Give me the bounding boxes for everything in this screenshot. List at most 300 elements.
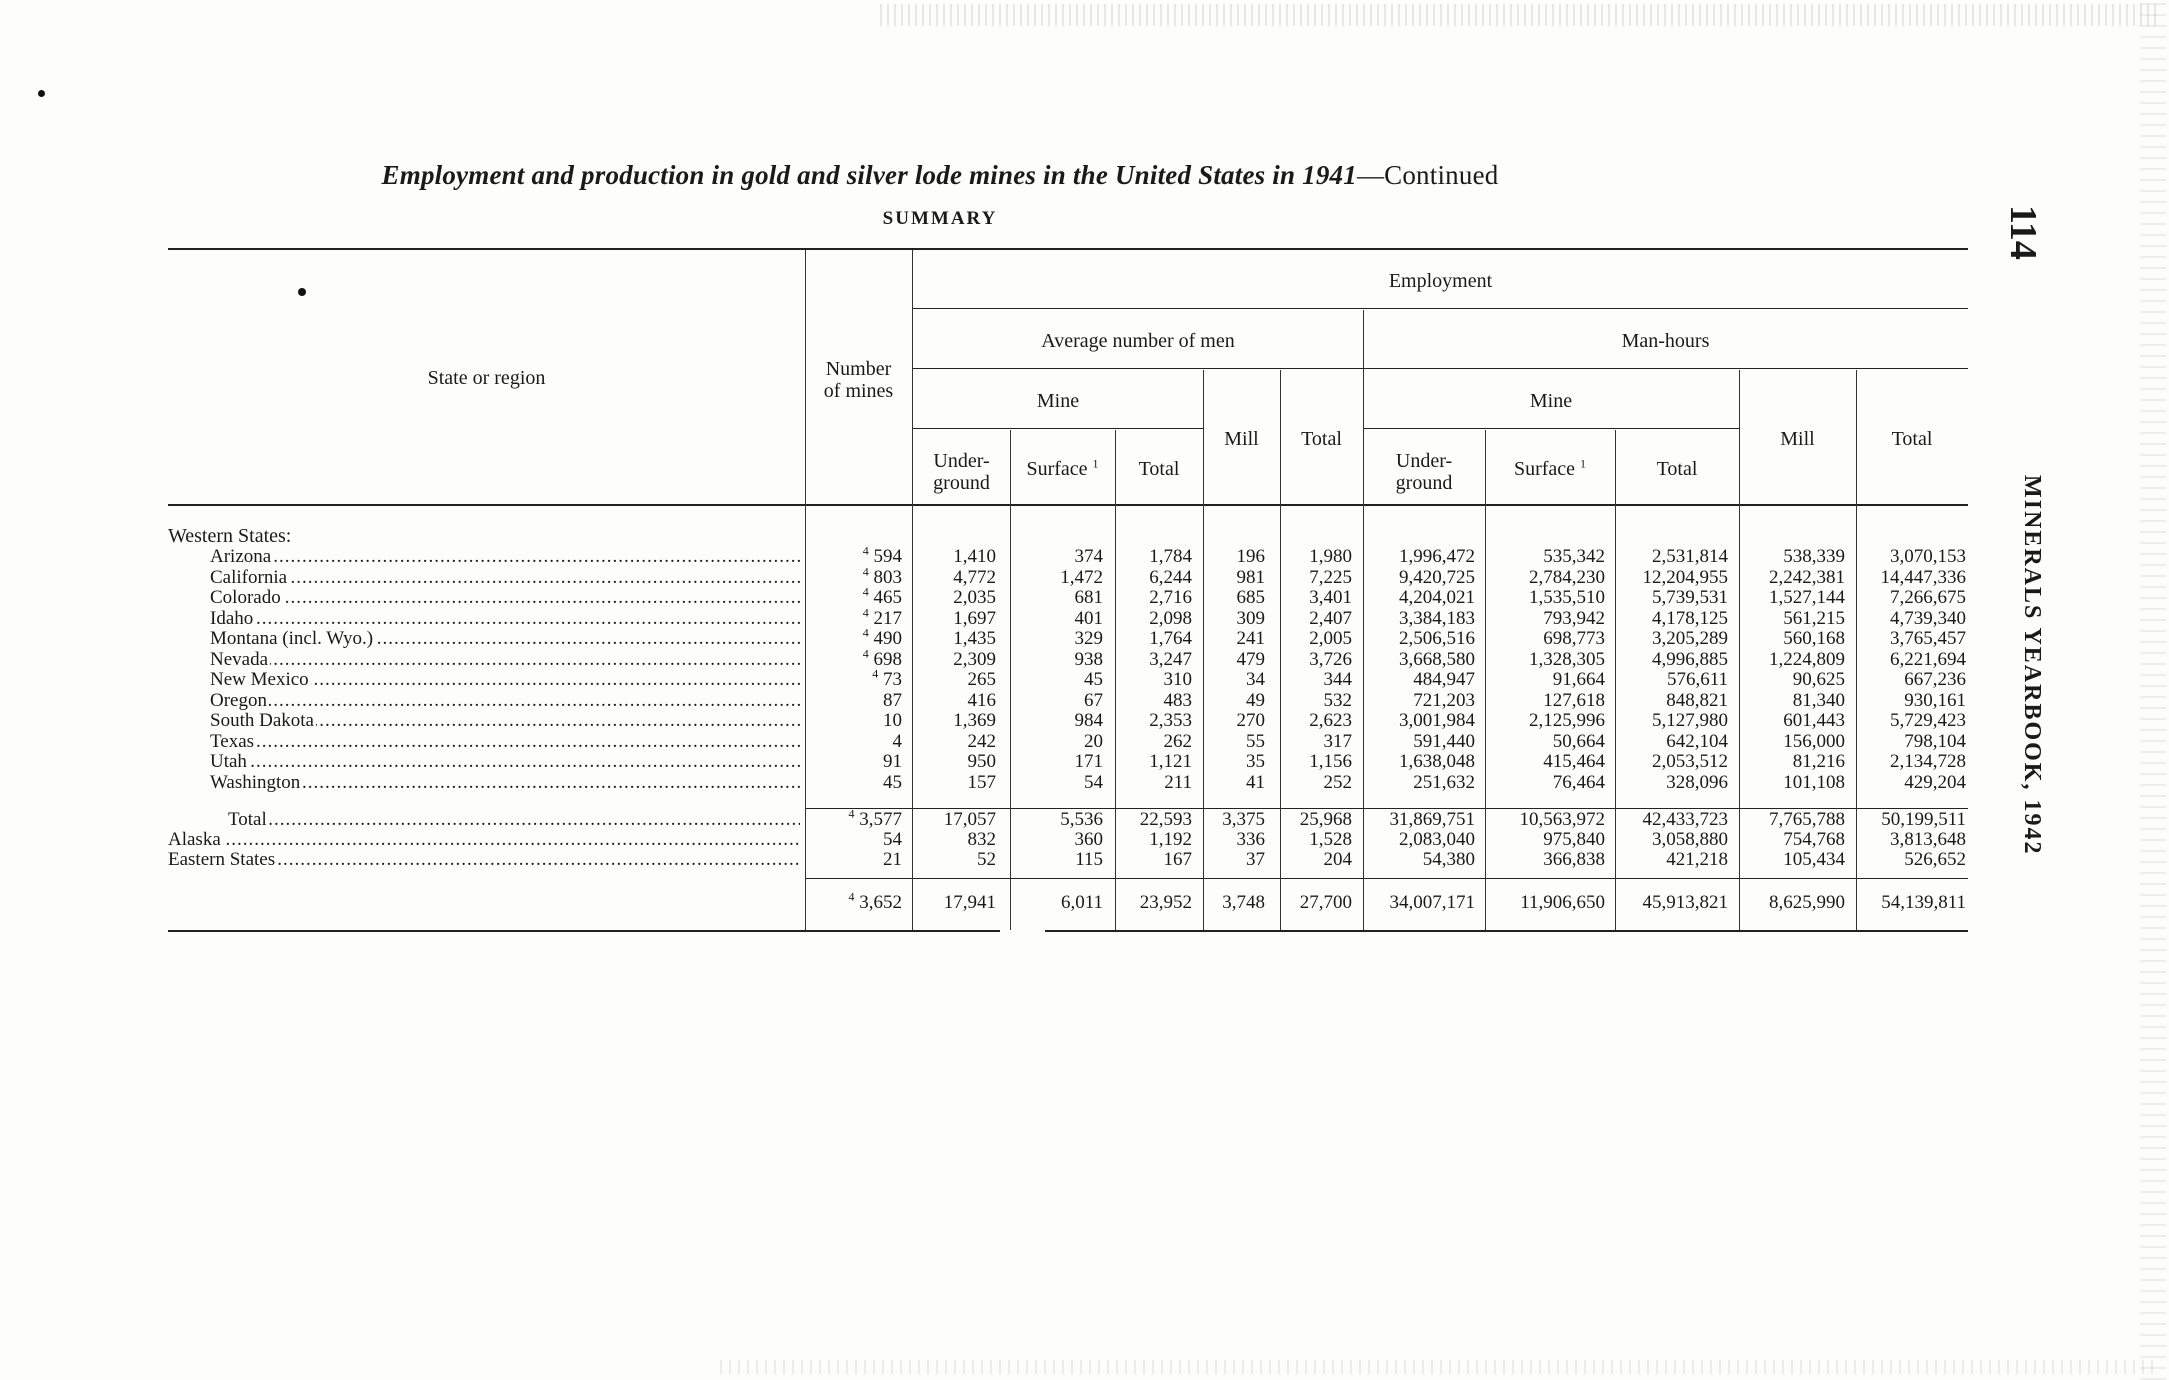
cell-value: 490 (873, 628, 902, 649)
cell-ug (968, 670, 997, 690)
cell-mill (1237, 547, 1266, 567)
cell-ug (953, 711, 996, 731)
cell-value: 101,108 (1783, 771, 1845, 793)
table-row (0, 889, 2169, 913)
cell-value: 2,053,512 (1652, 751, 1728, 772)
cell-value: 2,353 (1149, 710, 1192, 731)
cell-value: 2,098 (1149, 607, 1192, 629)
cell-ug (953, 588, 996, 608)
cell-value: 54,139,811 (1881, 892, 1966, 913)
cell-value: 754,768 (1783, 829, 1845, 850)
cell-value: 1,435 (953, 628, 996, 649)
cell-h-ug (1399, 830, 1475, 850)
cell-value: 721,203 (1413, 689, 1475, 711)
cell-value: 241 (1236, 628, 1265, 649)
row-label: Oregon (210, 689, 267, 711)
cell-value: 401 (1074, 607, 1103, 629)
header-h-ug-line2: ground (1395, 472, 1453, 494)
cell-h-mt (1652, 752, 1728, 772)
footnote-ref: 4 (862, 605, 869, 620)
scan-noise-top (880, 4, 2160, 26)
row-label: California (210, 566, 288, 588)
cell-value: 681 (1074, 587, 1103, 608)
cell-tot (1309, 609, 1352, 629)
cell-value: 31,869,751 (1389, 809, 1475, 830)
cell-h-tot (1904, 670, 1966, 690)
cell-h-mt (1643, 810, 1729, 830)
cell-value: 34,007,171 (1389, 892, 1475, 913)
table-row (0, 806, 2169, 830)
cell-mt (1164, 732, 1193, 752)
table-row (0, 711, 2169, 731)
table-row (0, 605, 2169, 629)
cell-h-mill (1769, 568, 1845, 588)
cell-h-mill (1769, 588, 1845, 608)
cell-h-ug (1413, 773, 1475, 793)
cell-value: 938 (1074, 648, 1103, 670)
cell-mt (1149, 547, 1192, 567)
cell-mt (1149, 830, 1192, 850)
scan-noise-bottom (720, 1360, 2160, 1374)
rule-group (913, 368, 1968, 369)
cell-mill (1246, 691, 1265, 711)
cell-value: 55 (1246, 730, 1265, 752)
dot-leader (210, 691, 800, 711)
cell-h-ug (1423, 850, 1475, 870)
cell-ug (953, 547, 996, 567)
cell-mines (883, 691, 902, 711)
cell-value: 5,127,980 (1652, 710, 1728, 731)
cell-value: 2,005 (1309, 628, 1352, 649)
cell-ug (968, 691, 997, 711)
cell-value: 2,035 (953, 587, 996, 608)
cell-value: 803 (873, 566, 902, 588)
header-total-mine-hours: Total (1656, 458, 1698, 480)
cell-h-sf (1520, 810, 1606, 830)
row-label: Montana (incl. Wyo.) (210, 628, 374, 649)
cell-h-ug (1399, 609, 1475, 629)
cell-h-mill (1783, 711, 1845, 731)
cell-mines (883, 711, 902, 731)
cell-value: 483 (1163, 689, 1192, 711)
cell-value: 67 (1084, 689, 1103, 711)
cell-value: 10 (883, 710, 902, 731)
cell-h-sf (1553, 732, 1605, 752)
cell-h-mt (1666, 773, 1728, 793)
cell-mines (848, 806, 903, 830)
header-underground-men (913, 450, 1010, 494)
rule-header-bottom (168, 504, 1968, 506)
cell-ug (953, 568, 996, 588)
cell-tot (1309, 711, 1352, 731)
cell-value: 21 (883, 849, 902, 870)
cell-value: 317 (1323, 730, 1352, 752)
footnote-ref: 1 (1092, 456, 1099, 471)
cell-sf (1084, 691, 1103, 711)
cell-h-tot (1890, 547, 1966, 567)
cell-tot (1324, 773, 1353, 793)
cell-h-tot (1904, 691, 1966, 711)
cell-value: 601,443 (1783, 710, 1845, 731)
cell-mt (1164, 773, 1192, 793)
cell-value: 591,440 (1413, 730, 1475, 752)
header-state-region: State or region (427, 367, 546, 389)
cell-value: 981 (1236, 566, 1265, 588)
cell-h-tot (1890, 629, 1966, 649)
cell-mill (1237, 650, 1266, 670)
cell-sf (1075, 752, 1104, 772)
cell-h-mill (1769, 650, 1845, 670)
cell-h-mill (1769, 810, 1845, 830)
cell-value: 848,821 (1666, 689, 1728, 711)
header-mine-hours: Mine (1529, 390, 1573, 412)
cell-value: 3,384,183 (1399, 607, 1475, 629)
cell-value: 54 (883, 829, 902, 850)
cell-value: 7,225 (1309, 566, 1352, 588)
scan-speck (298, 288, 306, 296)
dot-leader (168, 830, 800, 850)
cell-value: 242 (967, 730, 996, 752)
cell-tot (1300, 893, 1352, 913)
cell-value: 1,697 (953, 607, 996, 629)
rule-top (168, 248, 1968, 250)
cell-h-ug (1390, 893, 1476, 913)
table-row (0, 691, 2169, 711)
cell-value: 270 (1236, 710, 1265, 731)
cell-value: 4,739,340 (1890, 607, 1966, 629)
cell-h-ug (1390, 810, 1476, 830)
cell-h-ug (1399, 752, 1475, 772)
cell-value: 1,224,809 (1769, 648, 1845, 670)
table-row (0, 625, 2169, 649)
cell-value: 251,632 (1413, 771, 1475, 793)
cell-value: 157 (967, 771, 996, 793)
cell-value: 10,563,972 (1519, 809, 1605, 830)
row-label: Washington (210, 771, 301, 793)
cell-value: 415,464 (1543, 751, 1605, 772)
cell-mt (1149, 752, 1192, 772)
cell-value: 950 (967, 751, 996, 772)
cell-value: 42,433,723 (1642, 809, 1728, 830)
row-label: Colorado (210, 587, 281, 608)
cell-value: 1,996,472 (1399, 546, 1475, 567)
footnote-ref: 4 (862, 543, 869, 558)
cell-value: 416 (967, 689, 996, 711)
cell-h-ug (1413, 732, 1475, 752)
row-label: Alaska (168, 829, 221, 850)
footnote-ref: 4 (862, 564, 869, 579)
cell-value: 2,125,996 (1529, 710, 1605, 731)
cell-value: 1,472 (1060, 566, 1103, 588)
cell-value: 532 (1323, 689, 1352, 711)
cell-value: 5,536 (1060, 809, 1103, 830)
cell-value: 1,156 (1309, 751, 1352, 772)
cell-sf (1060, 810, 1103, 830)
cell-sf (1075, 629, 1104, 649)
cell-value: 262 (1163, 730, 1192, 752)
cell-value: 366,838 (1543, 849, 1605, 870)
cell-mines (883, 773, 902, 793)
cell-h-mt (1652, 547, 1728, 567)
cell-h-tot (1904, 850, 1966, 870)
cell-h-sf (1543, 547, 1605, 567)
cell-tot (1309, 650, 1352, 670)
cell-value: 27,700 (1299, 892, 1352, 913)
cell-ug (953, 609, 996, 629)
cell-mill (1237, 568, 1266, 588)
cell-value: 115 (1075, 849, 1103, 870)
dot-leader (210, 588, 800, 608)
cell-value: 310 (1163, 669, 1192, 690)
cell-tot (1324, 732, 1353, 752)
row-label: South Dakota (210, 710, 314, 731)
cell-value: 594 (873, 546, 902, 567)
cell-value: 3,058,880 (1652, 829, 1728, 850)
cell-value: 2,623 (1309, 710, 1352, 731)
table-row (0, 646, 2169, 670)
cell-value: 7,765,788 (1769, 809, 1845, 830)
cell-mill (1237, 588, 1266, 608)
header-mill-men: Mill (1224, 428, 1259, 450)
header-ug-line1: Under- (933, 450, 990, 472)
cell-value: 3,668,580 (1399, 648, 1475, 670)
cell-value: 5,739,531 (1652, 587, 1728, 608)
cell-ug (968, 773, 997, 793)
cell-value: 81,216 (1792, 751, 1845, 772)
table-row (0, 584, 2169, 608)
cell-value: 360 (1074, 829, 1103, 850)
cell-value: 1,528 (1309, 829, 1352, 850)
cell-h-sf (1529, 711, 1605, 731)
header-number-line2: of mines (823, 380, 894, 402)
dot-leader (210, 547, 800, 567)
cell-h-sf (1543, 752, 1605, 772)
header-total-hours: Total (1891, 428, 1933, 450)
cell-mill (1237, 629, 1266, 649)
cell-h-mt (1652, 711, 1728, 731)
footnote-ref: 4 (862, 646, 869, 661)
cell-value: 73 (883, 669, 902, 690)
cell-h-tot (1890, 830, 1966, 850)
rule-mine-hours (1363, 428, 1739, 429)
cell-h-tot (1890, 711, 1966, 731)
cell-value: 9,420,725 (1399, 566, 1475, 588)
cell-sf (1075, 830, 1104, 850)
cell-value: 832 (967, 829, 996, 850)
table-subtitle: SUMMARY (882, 208, 998, 229)
dot-leader (210, 732, 800, 752)
dot-leader (210, 568, 800, 588)
cell-value: 105,434 (1783, 849, 1845, 870)
cell-value: 1,328,305 (1529, 648, 1605, 670)
cell-value: 6,221,694 (1890, 648, 1966, 670)
cell-mt (1164, 691, 1193, 711)
cell-tot (1309, 568, 1352, 588)
cell-ug (944, 893, 996, 913)
cell-value: 2,531,814 (1652, 546, 1728, 567)
cell-value: 17,057 (943, 809, 996, 830)
cell-h-sf (1553, 773, 1605, 793)
cell-value: 265 (967, 669, 996, 690)
cell-sf (1060, 568, 1103, 588)
cell-value: 3,652 (859, 892, 902, 913)
cell-value: 3,205,289 (1652, 628, 1728, 649)
cell-value: 3,577 (859, 809, 902, 830)
cell-h-ug (1413, 691, 1475, 711)
footnote-ref: 4 (862, 625, 869, 640)
cell-value: 23,952 (1139, 892, 1192, 913)
table-row (0, 830, 2169, 850)
cell-value: 91,664 (1552, 669, 1605, 690)
cell-value: 560,168 (1783, 628, 1845, 649)
cell-value: 2,784,230 (1529, 566, 1605, 588)
cell-value: 344 (1323, 669, 1352, 690)
cell-value: 4 (892, 730, 902, 752)
cell-mines (883, 752, 902, 772)
cell-sf (1084, 773, 1103, 793)
cell-value: 3,070,153 (1890, 546, 1966, 567)
cell-value: 538,339 (1783, 546, 1845, 567)
cell-value: 171 (1074, 751, 1103, 772)
cell-ug (953, 650, 996, 670)
scan-speck (38, 90, 45, 97)
cell-h-tot (1881, 568, 1967, 588)
cell-value: 211 (1164, 771, 1192, 793)
cell-mines (862, 646, 902, 670)
row-label: Total (228, 809, 267, 830)
footnote-ref: 4 (848, 806, 855, 821)
cell-h-ug (1399, 547, 1475, 567)
cell-mill (1222, 810, 1265, 830)
cell-h-mill (1793, 752, 1845, 772)
cell-value: 3,748 (1222, 892, 1265, 913)
cell-value: 49 (1246, 689, 1265, 711)
cell-tot (1309, 588, 1352, 608)
cell-mill (1237, 609, 1266, 629)
cell-h-mt (1666, 732, 1728, 752)
cell-ug (968, 752, 997, 772)
cell-value: 484,947 (1413, 669, 1475, 690)
cell-value: 4,996,885 (1652, 648, 1728, 670)
cell-h-mt (1652, 588, 1728, 608)
cell-mill (1246, 850, 1265, 870)
cell-value: 667,236 (1904, 669, 1966, 690)
footnote-ref: 1 (1580, 456, 1587, 471)
cell-value: 2,242,381 (1769, 566, 1845, 588)
row-label: New Mexico (210, 669, 309, 690)
cell-h-mt (1652, 609, 1728, 629)
cell-value: 698 (873, 648, 902, 670)
row-label: Arizona (210, 546, 272, 567)
cell-tot (1309, 629, 1352, 649)
cell-value: 156,000 (1783, 730, 1845, 752)
cell-h-sf (1543, 629, 1605, 649)
cell-h-mill (1783, 547, 1845, 567)
cell-value: 1,121 (1149, 751, 1192, 772)
rule-bottom-left (168, 930, 1000, 932)
cell-value: 535,342 (1543, 546, 1605, 567)
cell-value: 328,096 (1666, 771, 1728, 793)
cell-value: 798,104 (1904, 730, 1966, 752)
cell-h-tot (1904, 732, 1966, 752)
row-label: Nevada (210, 648, 269, 670)
cell-value: 329 (1074, 628, 1103, 649)
cell-value: 685 (1236, 587, 1265, 608)
cell-h-tot (1890, 752, 1966, 772)
cell-value: 45 (1084, 669, 1103, 690)
row-label: Idaho (210, 607, 254, 629)
cell-value: 11,906,650 (1520, 892, 1605, 913)
cell-mill (1246, 670, 1265, 690)
cell-value: 309 (1236, 607, 1265, 629)
cell-h-ug (1399, 629, 1475, 649)
cell-mill (1246, 773, 1265, 793)
cell-sf (1084, 670, 1103, 690)
header-man-hours: Man-hours (1621, 330, 1710, 352)
cell-tot (1324, 670, 1353, 690)
cell-h-ug (1413, 670, 1475, 690)
group-label-western-states: Western States: (168, 525, 292, 547)
cell-value: 52 (977, 849, 996, 870)
cell-value: 698,773 (1543, 628, 1605, 649)
cell-value: 45 (883, 771, 902, 793)
cell-value: 45,913,821 (1642, 892, 1728, 913)
table-row (0, 666, 2169, 690)
cell-h-ug (1399, 588, 1475, 608)
cell-value: 1,369 (953, 710, 996, 731)
table-row (0, 850, 2169, 870)
cell-value: 1,535,510 (1529, 587, 1605, 608)
cell-value: 421,218 (1666, 849, 1728, 870)
cell-ug (944, 810, 996, 830)
cell-value: 87 (883, 689, 902, 711)
cell-value: 50,199,511 (1881, 809, 1966, 830)
cell-value: 3,813,648 (1890, 829, 1966, 850)
cell-value: 217 (873, 607, 902, 629)
cell-mill (1246, 732, 1265, 752)
cell-value: 2,309 (953, 648, 996, 670)
running-head: MINERALS YEARBOOK, 1942 (2019, 475, 2045, 856)
cell-value: 3,001,984 (1399, 710, 1475, 731)
cell-value: 2,083,040 (1399, 829, 1475, 850)
cell-sf (1075, 547, 1104, 567)
cell-value: 429,204 (1904, 771, 1966, 793)
cell-value: 374 (1074, 546, 1103, 567)
cell-h-sf (1529, 650, 1605, 670)
cell-value: 167 (1163, 849, 1192, 870)
header-h-surface-label: Surface (1513, 458, 1576, 480)
rule-employment (913, 308, 1968, 309)
header-h-ug-line1: Under- (1395, 450, 1453, 472)
table-row (0, 543, 2169, 567)
rule-mine-men (913, 428, 1203, 429)
row-label: Texas (210, 730, 255, 752)
cell-mt (1149, 650, 1192, 670)
cell-mt (1140, 810, 1192, 830)
cell-mt (1149, 711, 1192, 731)
cell-value: 20 (1084, 730, 1103, 752)
cell-value: 1,410 (953, 546, 996, 567)
table-row (0, 773, 2169, 793)
cell-h-sf (1543, 609, 1605, 629)
cell-value: 204 (1323, 849, 1352, 870)
cell-sf (1061, 893, 1103, 913)
cell-sf (1075, 609, 1104, 629)
cell-ug (968, 830, 997, 850)
cell-mill (1222, 893, 1265, 913)
cell-h-mt (1652, 629, 1728, 649)
cell-h-mt (1666, 850, 1728, 870)
